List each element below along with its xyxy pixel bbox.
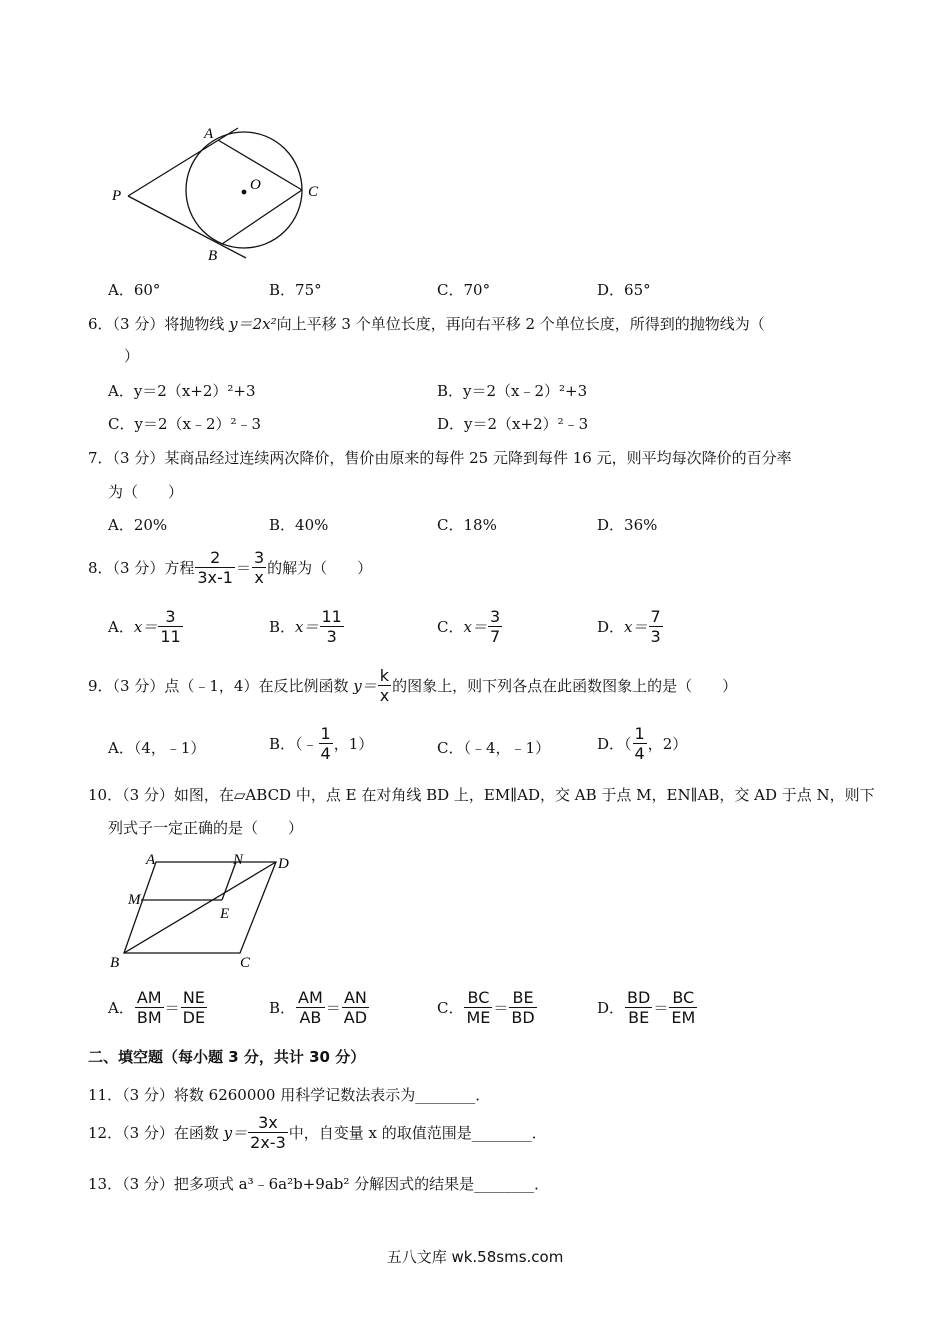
label-d: D [278, 856, 289, 872]
q10-option-c-n2: BE [509, 988, 536, 1008]
q10-stem: 10．（3 分）如图，在▱ABCD 中，点 E 在对角线 BD 上，EM∥AD，交 AB 于点 M，EN∥AB，交 AD 于点 N，则下 [88, 786, 875, 804]
q8-fraction-right [252, 548, 266, 587]
label-c: C [308, 184, 319, 200]
q10-option-c-eq: ＝ [493, 999, 509, 1017]
q6-stem [88, 313, 765, 334]
q8-option-c-label: C． [437, 618, 464, 636]
q8-fraction-left [195, 548, 235, 587]
q10-option-a-label: A． [108, 999, 134, 1017]
q12-stem-pre: 12．（3 分）在函数 [88, 1124, 224, 1142]
q9-fraction-den: x [379, 686, 390, 705]
label-b: B [208, 248, 218, 264]
q10-option-a-n1: AM [135, 988, 164, 1008]
q8-stem [88, 548, 372, 587]
q6-option-a: A．y＝2（x+2）²+3 [108, 382, 256, 400]
q10-option-b-n2: AN [342, 988, 369, 1008]
label-o: O [250, 177, 261, 193]
parallelogram-figure [100, 850, 300, 975]
label-e: E [220, 906, 230, 922]
q12-stem [88, 1113, 547, 1152]
q8-fraction-right-den: x [254, 568, 264, 587]
q10-option-d [597, 988, 698, 1027]
q9-option-b-post: ，1） [333, 735, 374, 753]
q8-option-d-num: 7 [650, 607, 661, 626]
q9-option-d-post: ，2） [647, 735, 688, 753]
q8-option-d [597, 607, 664, 646]
q6-option-c: C．y＝2（x﹣2）²﹣3 [108, 415, 262, 433]
q6-stem-line2: ） [124, 347, 140, 365]
q9-option-b [269, 724, 373, 763]
q10-option-b-eq: ＝ [325, 999, 341, 1017]
q10-option-c-n1: BC [464, 988, 492, 1008]
q12-fraction-num: 3x [248, 1113, 288, 1133]
q8-option-b [269, 607, 345, 646]
q8-option-b-var: x＝ [295, 618, 319, 636]
q5-option-a: A．60° [108, 281, 161, 299]
q9-stem-post: 的图象上，则下列各点在此函数图象上的是（ ） [392, 677, 738, 695]
q8-option-b-fraction [320, 607, 344, 646]
q8-stem-post: 的解为（ ） [267, 559, 373, 577]
q10-option-b-d2: AD [343, 1008, 368, 1027]
q8-option-c [437, 607, 503, 646]
tangent-pa [128, 128, 238, 196]
q7-option-b: B．40% [269, 516, 329, 534]
label-p: P [112, 188, 122, 204]
q8-option-d-var: x＝ [624, 618, 648, 636]
q12-fraction-den: 2x-3 [250, 1133, 286, 1152]
q10-option-a-eq: ＝ [164, 999, 180, 1017]
q10-option-d-frac1 [625, 988, 652, 1027]
q10-option-b-label: B． [269, 999, 296, 1017]
q6-option-b: B．y＝2（x﹣2）²+3 [437, 382, 588, 400]
q7-option-a: A．20% [108, 516, 168, 534]
q6-stem-post: 向上平移 3 个单位长度，再向右平移 2 个单位长度，所得到的抛物线为（ [276, 315, 765, 333]
q8-option-c-fraction [488, 607, 502, 646]
q10-option-c-frac1 [464, 988, 492, 1027]
q8-option-d-den: 3 [650, 627, 661, 646]
q10-option-a-frac1 [135, 988, 164, 1027]
q10-option-d-frac2 [669, 988, 697, 1027]
q9-option-d-fraction [633, 724, 647, 763]
q10-option-b-frac1 [296, 988, 325, 1027]
q10-option-b [269, 988, 370, 1027]
q9-option-a: A．（4，﹣1） [108, 739, 206, 757]
q10-option-b-frac2 [342, 988, 369, 1027]
q9-stem [88, 666, 737, 705]
q8-option-a-num: 3 [158, 607, 182, 627]
q8-option-b-label: B． [269, 618, 296, 636]
q12-fraction [248, 1113, 288, 1152]
q10-option-d-d2: EM [671, 1008, 696, 1027]
chord-bc [222, 190, 302, 244]
q10-option-c-d2: BD [511, 1008, 535, 1027]
q8-fraction-right-num: 3 [253, 548, 265, 567]
q12-stem-post: 中，自变量 x 的取值范围是________． [288, 1124, 547, 1142]
q10-option-d-n1: BD [627, 988, 651, 1007]
q6-stem-pre: 6．（3 分）将抛物线 [88, 315, 230, 333]
q9-fraction [378, 666, 391, 705]
q10-option-b-d1: AB [299, 1008, 322, 1027]
q8-option-a-den: 11 [160, 627, 181, 646]
diagonal-bd [124, 862, 276, 953]
q9-option-d-den: 4 [634, 744, 645, 763]
label-c2: C [240, 955, 251, 971]
q9-option-b-pre: B．（﹣ [269, 735, 318, 753]
q8-option-c-var: x＝ [463, 618, 487, 636]
q10-option-c-label: C． [437, 999, 464, 1017]
q10-option-d-n2: BC [669, 988, 697, 1008]
q7-stem-line2: 为（ ） [108, 483, 184, 501]
q8-option-a [108, 607, 184, 646]
q5-option-c: C．70° [437, 281, 491, 299]
q9-fraction-num: k [378, 666, 391, 686]
q9-var: y＝ [353, 677, 377, 695]
q7-stem: 7．（3 分）某商品经过连续两次降价，售价由原来的每件 25 元降到每件 16 元，则平均每次降价的百分率 [88, 449, 792, 467]
q8-option-c-den: 7 [489, 627, 501, 646]
q7-option-d: D．36% [597, 516, 658, 534]
q8-option-b-num: 11 [321, 607, 342, 626]
q6-func: y＝2x² [229, 315, 277, 333]
q10-option-d-eq: ＝ [653, 999, 669, 1017]
q10-stem-line2: 列式子一定正确的是（ ） [108, 819, 304, 837]
q5-option-d: D．65° [597, 281, 651, 299]
q12-var: y＝ [223, 1124, 248, 1142]
q10-option-a-d1: BM [136, 1008, 162, 1027]
label-a: A [204, 126, 214, 142]
q10-option-a-frac2 [181, 988, 207, 1027]
q5-option-b: B．75° [269, 281, 322, 299]
q13-stem: 13．（3 分）把多项式 a³﹣6a²b+9ab² 分解因式的结果是________． [88, 1175, 550, 1193]
label-b2: B [110, 955, 120, 971]
footer-watermark: 五八文库 wk.58sms.com [386, 1248, 564, 1266]
label-n: N [233, 852, 244, 868]
section-2-title: 二、填空题（每小题 3 分，共计 30 分） [88, 1048, 366, 1066]
label-a2: A [146, 852, 156, 868]
q9-option-b-num: 1 [320, 724, 331, 743]
q9-stem-pre: 9．（3 分）点（﹣1，4）在反比例函数 [88, 677, 354, 695]
center-o-point [242, 190, 247, 195]
q6-option-d: D．y＝2（x+2）²﹣3 [437, 415, 589, 433]
q10-option-c-d1: ME [466, 1008, 491, 1027]
q8-option-a-fraction [158, 607, 182, 646]
q10-option-d-label: D． [597, 999, 625, 1017]
q10-option-b-n1: AM [298, 988, 323, 1007]
q9-option-d-pre: D．（ [597, 735, 632, 753]
q9-option-b-fraction [319, 724, 333, 763]
tangent-pb [128, 196, 246, 258]
q9-option-d [597, 724, 687, 763]
q8-option-b-den: 3 [326, 627, 337, 646]
q8-option-d-fraction [649, 607, 663, 646]
q9-option-c: C．（﹣4，﹣1） [437, 739, 551, 757]
q8-option-d-label: D． [597, 618, 625, 636]
q8-option-a-label: A． [108, 618, 134, 636]
q10-option-a-n2: NE [181, 988, 207, 1008]
q11-stem: 11．（3 分）将数 6260000 用科学记数法表示为________． [88, 1086, 491, 1104]
q8-equals: ＝ [235, 559, 251, 577]
q8-fraction-left-num: 2 [195, 548, 235, 568]
q8-option-a-var: x＝ [133, 618, 158, 636]
q10-option-c-frac2 [509, 988, 536, 1027]
q10-option-c [437, 988, 538, 1027]
q9-option-b-den: 4 [320, 744, 331, 763]
q9-option-d-num: 1 [634, 724, 645, 743]
q8-stem-pre: 8．（3 分）方程 [88, 559, 195, 577]
q8-option-c-num: 3 [489, 607, 501, 626]
q7-option-c: C．18% [437, 516, 497, 534]
q10-option-d-d1: BE [628, 1008, 650, 1027]
circle-tangent-figure [100, 118, 340, 268]
label-m: M [128, 892, 141, 908]
q10-option-a-d2: DE [182, 1008, 206, 1027]
q8-fraction-left-den: 3x-1 [197, 568, 233, 587]
q10-option-a [108, 988, 208, 1027]
